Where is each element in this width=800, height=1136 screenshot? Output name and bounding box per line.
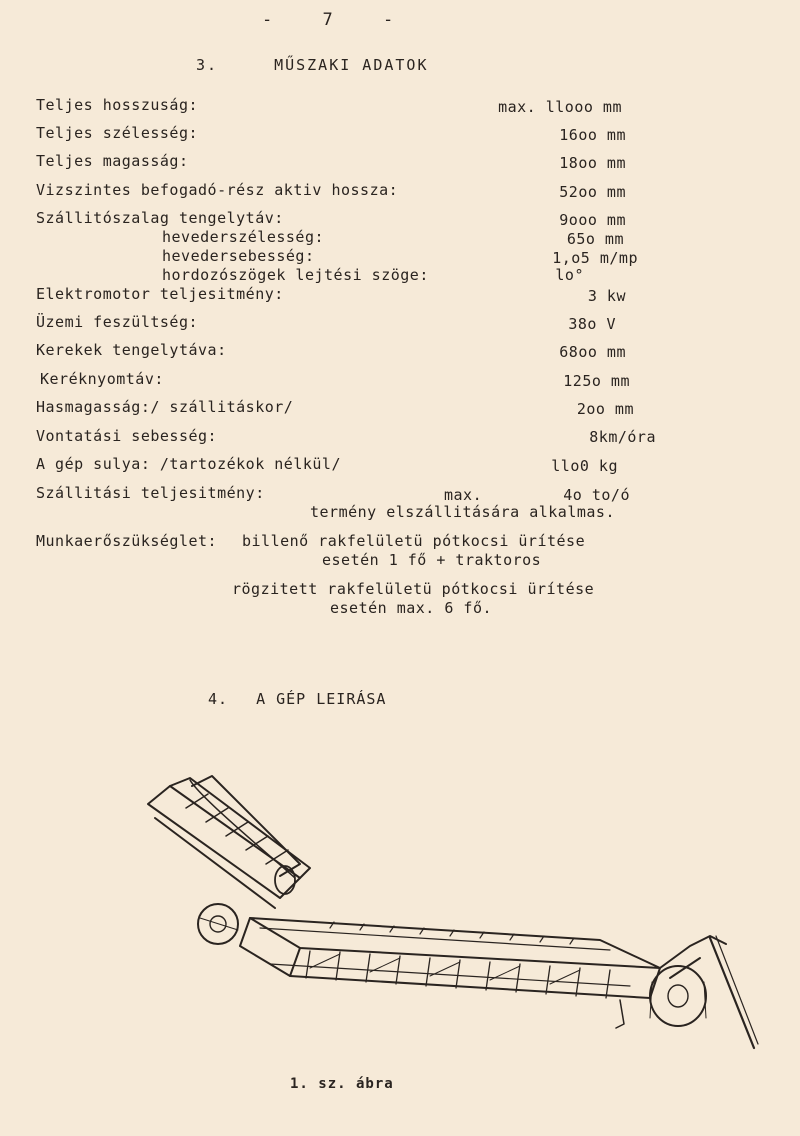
spec-label: Vizszintes befogadó-rész aktiv hossza: (36, 181, 399, 199)
spec-value: 3 kw (587, 287, 626, 305)
spec-value: 38o V (568, 315, 616, 333)
spec-value: 9ooo mm (559, 211, 626, 229)
section-4-number: 4. (208, 690, 229, 708)
spec-label: A gép sulya: /tartozékok nélkül/ (36, 455, 341, 473)
labour-line: billenő rakfelületü pótkocsi ürítése (242, 532, 586, 550)
spec-value: 68oo mm (559, 343, 626, 361)
spec-label: Hasmagasság:/ szállitáskor/ (36, 398, 294, 416)
spec-sublabel: hordozószögek lejtési szöge: (162, 266, 429, 284)
section-3-title: MŰSZAKI ADATOK (274, 56, 429, 74)
spec-value: lo° (555, 266, 584, 284)
section-3-heading (196, 56, 429, 74)
spec-value: 4o to/ó (563, 486, 630, 504)
section-3-number: 3. (196, 56, 219, 74)
labour-label: Munkaerőszükséglet: (36, 532, 218, 550)
spec-value: max. llooo mm (498, 98, 622, 116)
spec-value: llo0 kg (551, 457, 618, 475)
figure-caption: 1. sz. ábra (290, 1076, 394, 1092)
spec-value: 8km/óra (589, 428, 656, 446)
spec-label: Kerekek tengelytáva: (36, 341, 227, 359)
spec-value: 65o mm (566, 230, 624, 248)
spec-value: 16oo mm (559, 126, 626, 144)
spec-label: Szállitószalag tengelytáv: (36, 209, 284, 227)
spec-value: 18oo mm (559, 154, 626, 172)
spec-label: Teljes magasság: (36, 152, 189, 170)
spec-label: Vontatási sebesség: (36, 427, 218, 445)
section-4-heading (208, 690, 386, 708)
labour-line: esetén 1 fő + traktoros (322, 551, 542, 569)
page-number: - 7 - (262, 10, 414, 30)
labour-line: esetén max. 6 fő. (330, 599, 493, 617)
spec-value: 125o mm (563, 372, 630, 390)
transport-note: termény elszállitására alkalmas. (310, 503, 615, 521)
spec-label: Elektromotor teljesitmény: (36, 285, 284, 303)
conveyor-machine-drawing (130, 768, 760, 1068)
section-4-title: A GÉP LEIRÁSA (256, 690, 387, 708)
spec-value: 52oo mm (559, 183, 626, 201)
spec-label: Teljes szélesség: (36, 124, 199, 142)
spec-label: Teljes hosszuság: (36, 96, 199, 114)
spec-label: Keréknyomtáv: (40, 370, 164, 388)
spec-value: 2oo mm (576, 400, 634, 418)
spec-value: 1,o5 m/mp (552, 249, 638, 267)
spec-label: Üzemi feszültség: (36, 313, 199, 331)
spec-sublabel: hevederszélesség: (162, 228, 325, 246)
labour-line: rögzitett rakfelületü pótkocsi ürítése (232, 580, 595, 598)
spec-prefix: max. (444, 486, 483, 504)
spec-label: Szállitási teljesitmény: (36, 484, 265, 502)
spec-sublabel: hevedersebesség: (162, 247, 315, 265)
